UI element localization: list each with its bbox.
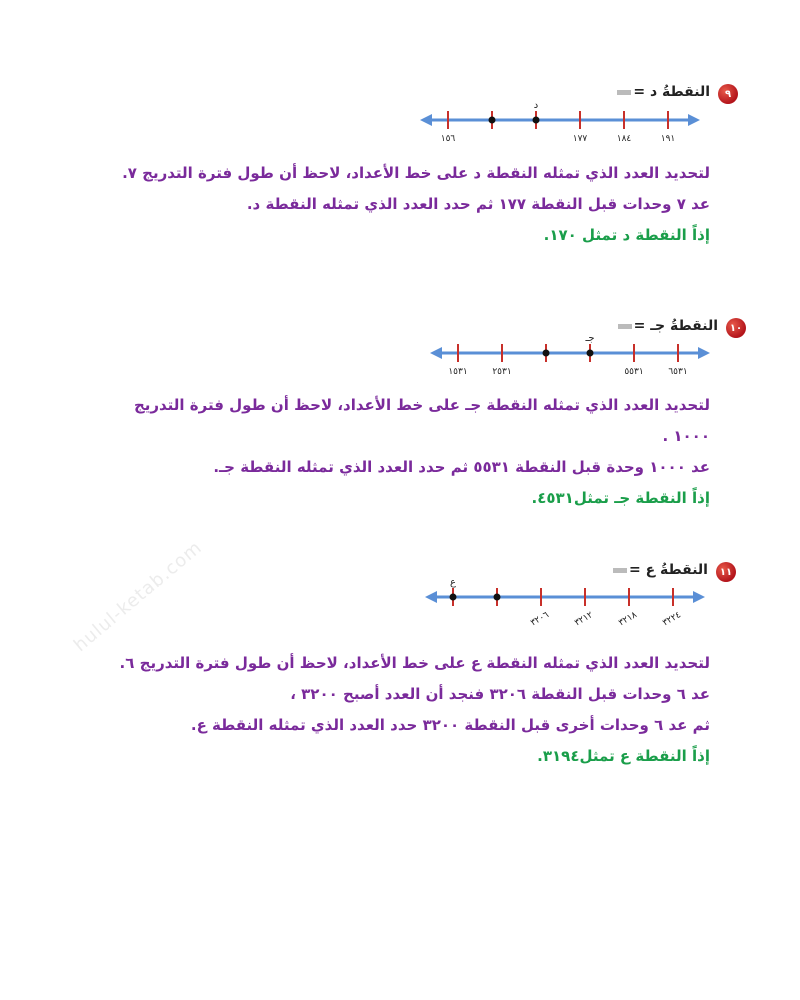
- tick-label: ١٧٧: [572, 134, 588, 144]
- problem-number-badge: ٩: [718, 84, 738, 104]
- arrow-left-icon: [430, 347, 442, 359]
- problem-label: النقطةُ د =: [617, 84, 710, 100]
- point-dot: [533, 117, 540, 124]
- answer-blank: [618, 324, 632, 329]
- problem-number-badge: ١١: [716, 562, 736, 582]
- number-line: [425, 575, 705, 635]
- tick-label: ٣٢١٨: [617, 610, 639, 629]
- explanation-line: لتحديد العدد الذي تمثله النقطة د على خط الأعداد، لاحظ أن طول فترة التدريج ٧.: [122, 164, 710, 182]
- explanation-line: عد ١٠٠٠ وحدة قبل النقطة ٥٥٣١ ثم حدد العدد الذي تمثله النقطة جـ.: [213, 458, 710, 476]
- number-line: [430, 333, 710, 378]
- answer-line: إذاً النقطة جـ تمثل٤٥٣١.: [531, 489, 710, 507]
- point-dot: [450, 594, 457, 601]
- tick-label: ١٥٦: [440, 134, 456, 144]
- arrow-left-icon: [425, 591, 437, 603]
- point-label: ع: [450, 577, 456, 588]
- watermark-text: hulul-ketab.com: [70, 536, 207, 657]
- answer-blank: [613, 568, 627, 573]
- tick-label: ٥٥٣١: [624, 367, 644, 377]
- problem-label: النقطةُ جـ =: [618, 318, 718, 334]
- arrow-right-icon: [688, 114, 700, 126]
- explanation-line: لتحديد العدد الذي تمثله النقطة ع على خط الأعداد، لاحظ أن طول فترة التدريج ٦.: [119, 654, 710, 672]
- explanation-line: عد ٧ وحدات قبل النقطة ١٧٧ ثم حدد العدد الذي تمثله النقطة د.: [246, 195, 710, 213]
- solution-text: [90, 158, 710, 251]
- tick-label: ٦٥٣١: [668, 367, 688, 377]
- tick-label: ٣٢٢٤: [661, 610, 683, 629]
- explanation-line: ثم عد ٦ وحدات أخرى قبل النقطة ٣٢٠٠ حدد العدد الذي تمثله النقطة ع.: [190, 716, 710, 734]
- tick-label: ٣٢٠٦: [529, 610, 551, 629]
- point-dot: [489, 117, 496, 124]
- tick-label: ١٩١: [660, 134, 676, 144]
- tick-label: ١٥٣١: [448, 367, 468, 377]
- problem-number-badge: ١٠: [726, 318, 746, 338]
- answer-blank: [617, 90, 631, 95]
- arrow-right-icon: [693, 591, 705, 603]
- arrow-right-icon: [698, 347, 710, 359]
- answer-line: إذاً النقطة ع تمثل٣١٩٤.: [537, 747, 710, 765]
- tick-label: ١٨٤: [616, 134, 632, 144]
- point-label: جـ: [585, 333, 595, 344]
- tick-label: ٢٥٣١: [492, 367, 512, 377]
- answer-line: إذاً النقطة د تمثل ١٧٠.: [543, 226, 710, 244]
- point-label: د: [533, 100, 539, 111]
- point-dot: [543, 350, 550, 357]
- explanation-line: لتحديد العدد الذي تمثله النقطة جـ على خط الأعداد، لاحظ أن طول فترة التدريج ١٠٠٠ .: [133, 396, 710, 445]
- point-dot: [587, 350, 594, 357]
- arrow-left-icon: [420, 114, 432, 126]
- solution-text: [110, 390, 710, 514]
- explanation-line: عد ٦ وحدات قبل النقطة ٣٢٠٦ فنجد أن العدد أصبح ٣٢٠٠ ،: [290, 685, 710, 703]
- tick-label: ٣٢١٢: [573, 610, 595, 629]
- problem-label: النقطةُ ع =: [613, 562, 708, 578]
- number-line: [420, 100, 700, 145]
- solution-text: [70, 648, 710, 772]
- point-dot: [494, 594, 501, 601]
